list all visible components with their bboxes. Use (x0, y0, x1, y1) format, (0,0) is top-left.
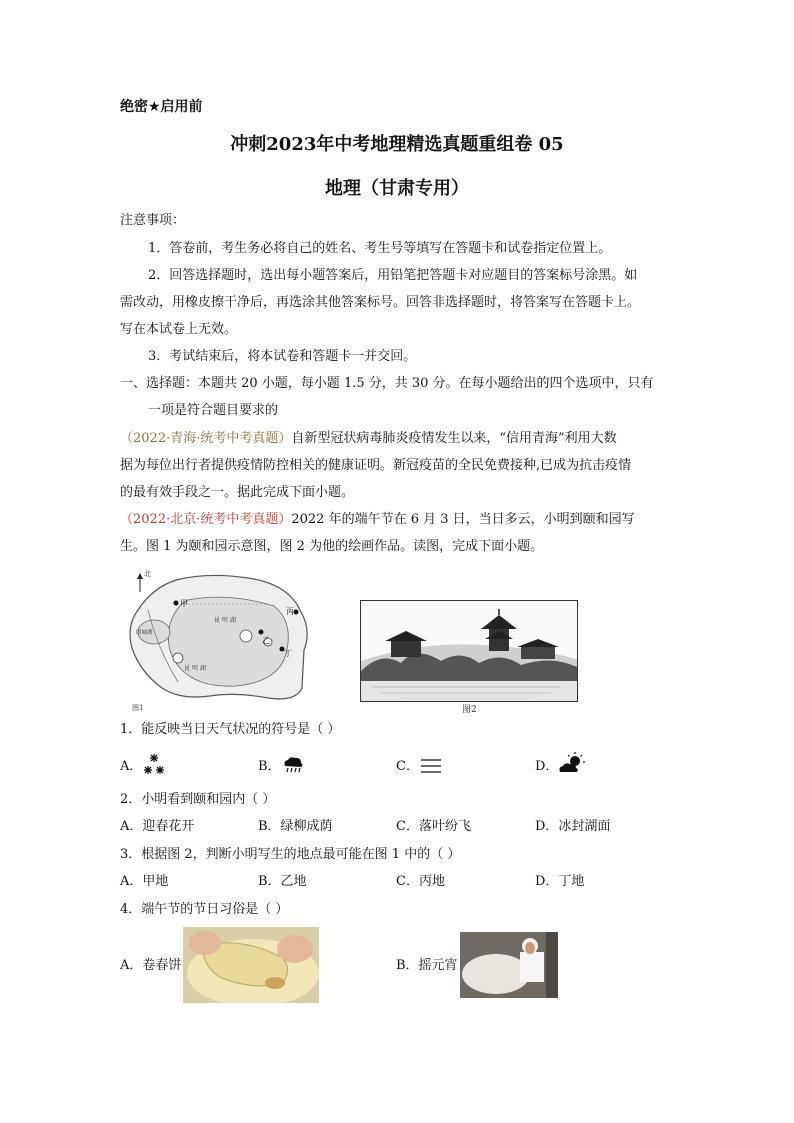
map-label-lake-1: 昆 明 湖 (214, 617, 236, 624)
spring-roll-photo (183, 927, 319, 1003)
rain-cloud-icon (282, 756, 304, 774)
notes-item-1: 1．答卷前，考生务必将自己的姓名、考生号等填写在答题卡和试卷指定位置上。 (148, 241, 612, 256)
question-1-option-c[interactable] (396, 758, 419, 776)
map-svg (118, 570, 330, 715)
question-2-option-c[interactable]: C．落叶纷飞 (396, 819, 471, 834)
question-1-option-b[interactable] (258, 758, 281, 776)
question-4-option-a[interactable]: A．卷春饼 (120, 958, 182, 973)
passage-1-line-3: 的最有效手段之一。据此完成下面小题。 (120, 485, 355, 500)
map-label-lake-2: 昆 明 湖 (184, 665, 206, 672)
north-label: 北 (144, 570, 151, 578)
yuanxiao-photo (460, 932, 558, 998)
figure-2-caption: 图2 (462, 705, 477, 715)
exam-subtitle: 地理（甘肃专用） (325, 178, 469, 199)
passage-2-source: （2022·北京·统考中考真题） (120, 512, 292, 527)
question-3-stem: 3．根据图 2，判断小明写生的地点最可能在图 1 中的（ ） (120, 847, 461, 862)
question-3-option-c[interactable]: C．丙地 (396, 874, 445, 889)
question-1-stem: 1．能反映当日天气状况的符号是（ ） (120, 722, 341, 737)
notes-item-3: 3．考试结束后，将本试卷和答题卡一并交回。 (148, 349, 417, 364)
notes-item-2-line-3: 写在本试卷上无效。 (120, 322, 238, 337)
question-2-option-d[interactable]: D．冰封湖面 (535, 819, 611, 834)
notes-item-2-line-1: 2．回答选择题时，选出每小题答案后，用铅笔把答题卡对应题目的答案标号涂黑。如 (148, 268, 638, 283)
question-2-option-a[interactable]: A．迎春花开 (120, 819, 195, 834)
map-label-ding: 丁 (284, 649, 292, 658)
exam-title: 冲刺2023年中考地理精选真题重组卷 05 (230, 134, 564, 155)
passage-2-line-1 (120, 511, 635, 529)
figure-1-caption: 图1 (132, 704, 144, 712)
notes-item-2-line-2: 需改动，用橡皮擦干净后，再选涂其他答案标号。回答非选择题时，将答案写在答题卡上。 (120, 295, 641, 310)
notes-heading: 注意事项： (120, 213, 186, 228)
map-label-yi: 乙 (262, 636, 270, 645)
question-3-option-d[interactable]: D．丁地 (535, 874, 585, 889)
figure-2-drawing (360, 600, 578, 702)
question-2-stem: 2．小明看到颐和园内（ ） (120, 792, 276, 807)
fog-symbol-icon (420, 758, 442, 774)
question-2-option-b[interactable]: B．绿柳成荫 (258, 819, 333, 834)
passage-2-line-1-text: 2022 年的端午节在 6 月 3 日，当日多云，小明到颐和园写 (291, 512, 635, 527)
question-3-option-b[interactable]: B．乙地 (258, 874, 307, 889)
figure-1-map (118, 570, 330, 715)
option-c-label: C． (396, 759, 419, 774)
question-4-stem: 4．端午节的节日习俗是（ ） (120, 902, 289, 917)
question-1-option-d[interactable] (535, 758, 558, 776)
option-b-label: B． (258, 759, 281, 774)
section-1-line-1: 一、选择题：本题共 20 小题，每小题 1.5 分，共 30 分。在每小题给出的四个选项中，只有 (120, 376, 654, 391)
option-d-label: D． (535, 759, 559, 774)
map-label-jia: 甲 (180, 599, 188, 608)
option-a-label: A． (120, 759, 143, 774)
passage-1-line-1 (120, 430, 617, 448)
question-4-option-b[interactable]: B．摇元宵 (396, 958, 458, 973)
passage-1-line-2: 据为每位出行者提供疫情防控相关的健康证明。新冠疫苗的全民免费接种,已成为抗击疫情 (120, 458, 632, 473)
map-label-bing: 丙 (286, 607, 294, 616)
section-1-line-2: 一项是符合题目要求的 (148, 403, 279, 418)
passage-1-line-1-text: 自新型冠状病毒肺炎疫情发生以来，“信用青海”利用大数 (291, 431, 617, 446)
partly-cloudy-icon (558, 752, 586, 776)
passage-2-line-2: 生。图 1 为颐和园示意图，图 2 为他的绘画作品。读图，完成下面小题。 (120, 539, 544, 554)
snow-symbol-icon (142, 752, 166, 778)
question-1-option-a[interactable] (120, 758, 142, 776)
map-label-tuancheng: 团城湖 (136, 630, 153, 636)
drawing-svg (361, 601, 577, 701)
passage-1-source: （2022·青海·统考中考真题） (120, 431, 292, 446)
secret-label: 绝密★启用前 (120, 99, 203, 115)
question-3-option-a[interactable]: A．甲地 (120, 874, 169, 889)
